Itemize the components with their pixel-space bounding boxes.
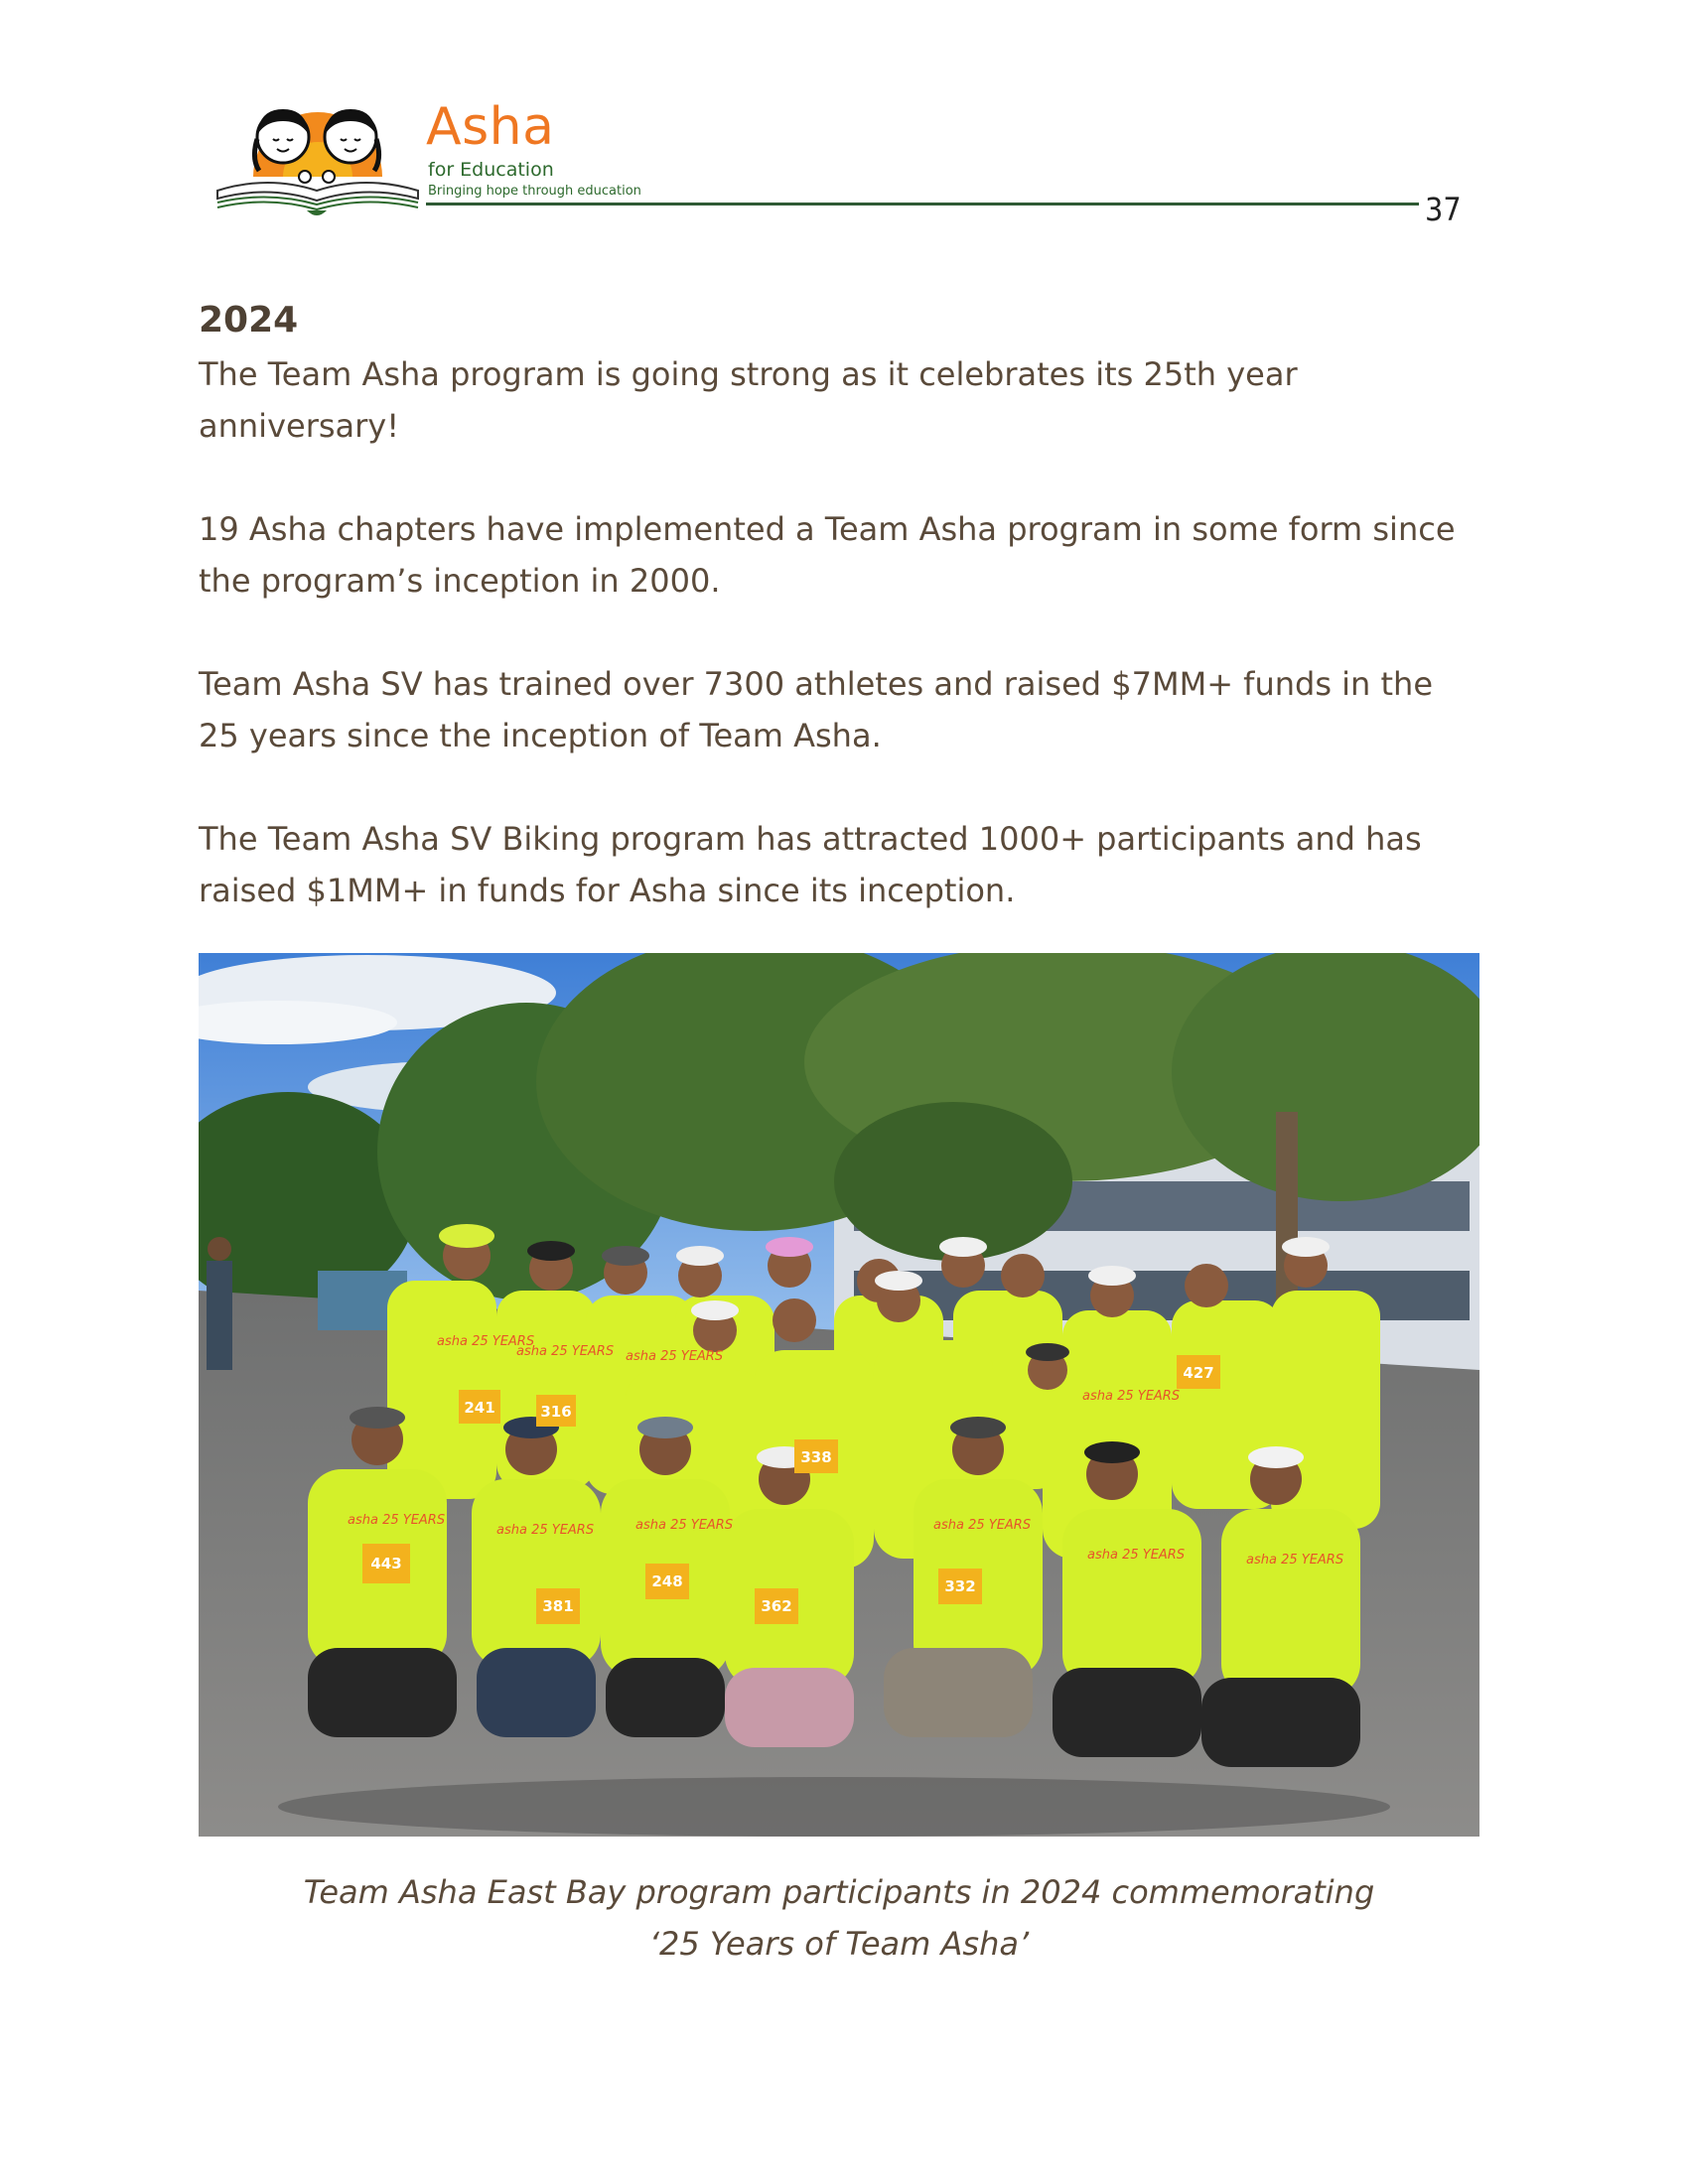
shirt-print: asha 25 YEARS (496, 1523, 595, 1538)
logo-name: Asha (426, 97, 555, 157)
bib-number: 362 (761, 1597, 792, 1615)
caption-line-2: ‘25 Years of Team Asha’ (648, 1925, 1030, 1963)
bib-number: 241 (464, 1399, 495, 1417)
paragraph-anniversary: The Team Asha program is going strong as it celebrates its 25th year anniversary! (199, 354, 1298, 445)
photo-caption (199, 1866, 1479, 1970)
shirt-print: asha 25 YEARS (933, 1518, 1032, 1533)
shirt-print: asha 25 YEARS (437, 1334, 535, 1349)
shirt-print: asha 25 YEARS (635, 1518, 734, 1533)
group-photo-image (199, 953, 1479, 1837)
bib-number: 316 (540, 1403, 572, 1421)
bib-number: 248 (651, 1572, 683, 1590)
shirt-print: asha 25 YEARS (1246, 1553, 1344, 1568)
group-photo (199, 953, 1479, 1837)
bib-number: 427 (1183, 1364, 1214, 1382)
paragraph-biking: The Team Asha SV Biking program has attracted 1000+ participants and has raised $1MM+ in funds for Asha since its inception. (199, 819, 1422, 909)
caption-line-1: Team Asha East Bay program participants in 2024 commemorating (303, 1873, 1375, 1911)
page-number: 37 (1425, 191, 1462, 228)
header-divider (426, 203, 1419, 205)
bib-number: 332 (944, 1577, 976, 1595)
page-header (213, 99, 1460, 228)
shirt-print: asha 25 YEARS (626, 1349, 724, 1364)
bib-number: 381 (542, 1597, 574, 1615)
asha-logo-icon (213, 99, 422, 218)
bib-number: 443 (370, 1555, 402, 1572)
section-heading-year: 2024 (199, 300, 299, 341)
shirt-print: asha 25 YEARS (516, 1344, 615, 1359)
logo-subtitle: for Education (428, 159, 554, 181)
paragraph-chapters: 19 Asha chapters have implemented a Team Asha program in some form since the program’s inception in 2000. (199, 509, 1456, 600)
shirt-print: asha 25 YEARS (1082, 1389, 1181, 1404)
shirt-print: asha 25 YEARS (348, 1513, 446, 1528)
paragraph-athletes: Team Asha SV has trained over 7300 athletes and raised $7MM+ funds in the 25 years since the inception of Team Asha. (199, 664, 1434, 754)
shirt-print: asha 25 YEARS (1087, 1548, 1186, 1563)
bib-number: 338 (800, 1448, 832, 1466)
logo-tagline: Bringing hope through education (428, 184, 641, 199)
main-content (199, 298, 1479, 968)
